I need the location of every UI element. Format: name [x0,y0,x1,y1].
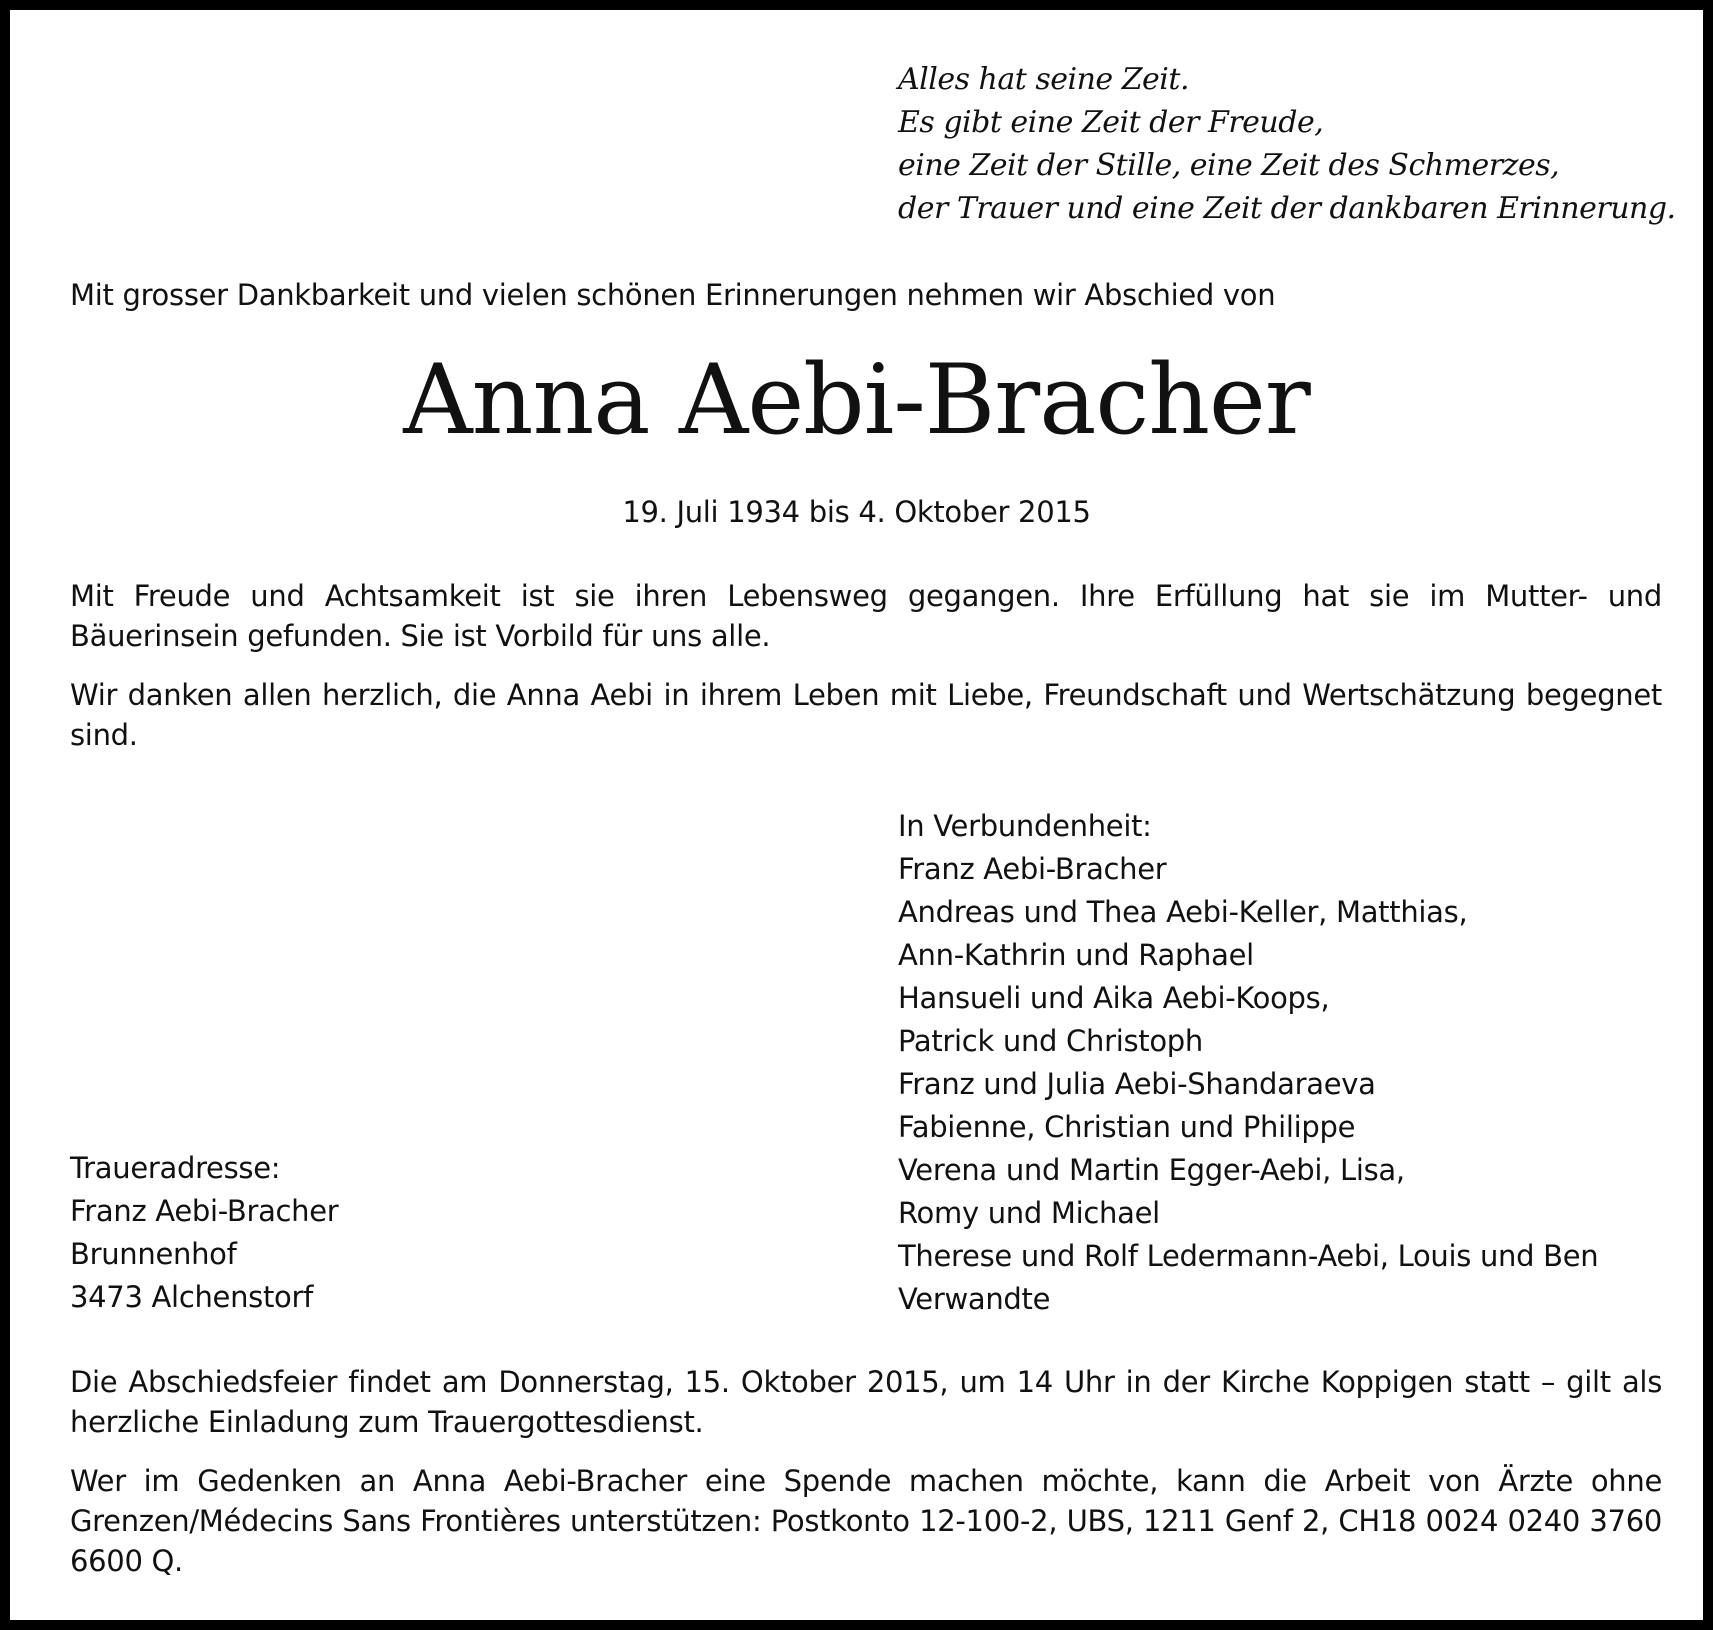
mourner-line: Fabienne, Christian und Philippe [898,1110,1356,1144]
poem-line: Es gibt eine Zeit der Freude, [898,105,1324,140]
poem [898,58,1676,230]
deceased-name: Anna Aebi-Bracher [403,344,1310,456]
mourners-list [898,805,1598,1321]
life-dates: 19. Juli 1934 bis 4. Oktober 2015 [622,495,1091,529]
mourner-line: Therese und Rolf Ledermann-Aebi, Louis und Ben [898,1239,1599,1273]
mourner-line: Andreas und Thea Aebi-Keller, Matthias, [898,895,1468,929]
mourner-line: Verena und Martin Egger-Aebi, Lisa, [898,1153,1405,1187]
mourner-line: Franz und Julia Aebi-Shandaraeva [898,1067,1376,1101]
address-city: 3473 Alchenstorf [70,1280,314,1314]
mourners-heading: In Verbundenheit: [898,809,1152,843]
mourning-address [70,1147,338,1319]
poem-line: der Trauer und eine Zeit der dankbaren Erinnerung. [898,191,1676,226]
address-street: Brunnenhof [70,1237,237,1271]
poem-line: Alles hat seine Zeit. [898,62,1189,97]
ceremony-paragraph: Die Abschiedsfeier findet am Donnerstag, 15. Oktober 2015, um 14 Uhr in der Kirche Koppigen statt – gilt als herzliche Einladung zum Trauergottesdienst. [70,1365,1662,1439]
mourner-line: Verwandte [898,1282,1051,1316]
mourner-line: Hansueli und Aika Aebi-Koops, [898,981,1330,1015]
mourner-line: Romy und Michael [898,1196,1160,1230]
mourner-line: Franz Aebi-Bracher [898,852,1167,886]
address-name: Franz Aebi-Bracher [70,1194,339,1228]
donation-paragraph: Wer im Gedenken an Anna Aebi-Bracher eine Spende machen möchte, kann die Arbeit von Ärzte ohne Grenzen/Médecins Sans Frontières unterstützen: Postkonto 12-100-2, UBS, 1211 Genf 2, CH18 0024 0240 3760 6600 Q. [70,1464,1662,1578]
poem-line: eine Zeit der Stille, eine Zeit des Schmerzes, [898,148,1560,183]
address-heading: Traueradresse: [70,1151,281,1185]
intro-text: Mit grosser Dankbarkeit und vielen schönen Erinnerungen nehmen wir Abschied von [70,278,1276,312]
mourner-line: Patrick und Christoph [898,1024,1203,1058]
tribute-paragraph-2: Wir danken allen herzlich, die Anna Aebi in ihrem Leben mit Liebe, Freundschaft und Wertschätzung begegnet sind. [70,678,1662,752]
tribute-paragraph-1: Mit Freude und Achtsamkeit ist sie ihren Lebensweg gegangen. Ihre Erfüllung hat sie im Mutter- und Bäuerinsein gefunden. Sie ist Vorbild für uns alle. [70,579,1662,653]
mourner-line: Ann-Kathrin und Raphael [898,938,1254,972]
